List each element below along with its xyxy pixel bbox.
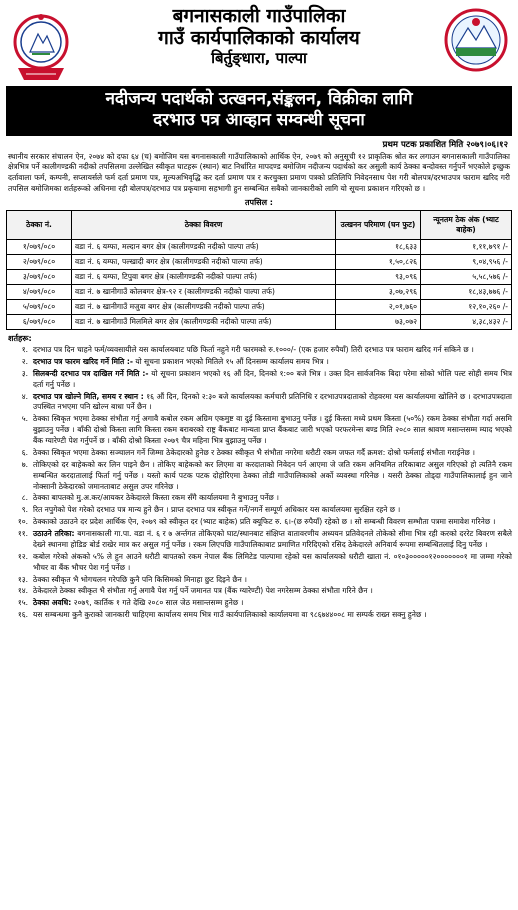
condition-number: ११. bbox=[17, 529, 28, 538]
condition-number: ७. bbox=[21, 459, 28, 469]
condition-number: १०. bbox=[17, 517, 28, 527]
condition-text: रित नपुगेको पेश गरेको दरभाउ पत्र मान्य हुने छैन । प्राप्त दरभाउ पत्र स्वीकृत गर्ने/नगर्ने सम्पूर्ण अधिकार यस कार्यालयमा सुरक्षित रहने छ । bbox=[33, 505, 401, 515]
table-header-row bbox=[7, 211, 512, 240]
cell-contract-no: ५/०७९/०८० bbox=[7, 300, 72, 315]
condition-number: ४. bbox=[21, 391, 28, 401]
table-row bbox=[7, 285, 512, 300]
condition-number: ८. bbox=[21, 493, 28, 503]
cell-quantity: ७३,०७२ bbox=[336, 315, 421, 330]
cell-min-amount: ५,५८,५७६ /- bbox=[421, 270, 512, 285]
list-item bbox=[6, 505, 512, 516]
list-item bbox=[6, 529, 512, 551]
cell-contract-no: २/०७९/०८० bbox=[7, 255, 72, 270]
col-header-description: ठेक्का विवरण bbox=[72, 211, 336, 240]
condition-text: ठेक्काको उठाउने दर प्रदेश आर्थिक ऐन, २०७९ को स्वीकृत दर (भ्याट बाहेक) प्रति क्यूफिट रु. ६।-(छ रुपैयाँ) रहेको छ । सो सम्बन्धी विवरण सम्भौता पत्रमा समावेश गरिनेछ । bbox=[33, 517, 496, 527]
condition-text: कबोल गरेको अंकको ५% ले हुन आउने धरौटी बापतको रकम नेपाल बैंक लिमिटेड पाल्पामा रहेको यस कार्यालयको धरौटी खाता नं. ०१०३०००००१२०००००००१ मा जम्मा गरेको भौचर वा बैंक भौचर पेश गर्नु पर्नेछ । bbox=[33, 551, 512, 572]
cell-contract-no: ३/०७९/०८० bbox=[7, 270, 72, 285]
cell-quantity: १८,६३३ bbox=[336, 240, 421, 255]
condition-text: तोकिएको दर बाहेकको कर लिन पाइने छैन । तोकिए बाहेकको कर लिएमा वा करदाताको निवेदन पर्न आएमा जे जति रकम अनियमित तरिकाबाट असुल गरिएको हो त्यतिनै रकम सम्बन्धित करदातालाई फिर्ता गर्नु पर्नेछ । यस्तो कार्य पटक पटक दोहोरिएमा ठेक्का तोडी गाउँपालिकाको अर्को व्यवस्था गरिनेछ । यसरी ठेक्का तोड्दा गाउँपालिकालाई हुन जाने नोक्सानी ठेकेदारको जमानताबाट असुल उपर गरिनेछ । bbox=[33, 459, 512, 491]
condition-number: ३. bbox=[21, 368, 28, 378]
contract-table bbox=[6, 210, 512, 330]
letterhead bbox=[6, 6, 512, 86]
cell-quantity: ३,०७,२९६ bbox=[336, 285, 421, 300]
condition-number: १६. bbox=[17, 610, 28, 620]
list-item bbox=[6, 552, 512, 574]
condition-text: ठेक्का अवधि: २०७९, कार्तिक १ गते देखि २०८० साल जेठ मसान्तसम्म हुनेछ । bbox=[33, 598, 244, 608]
list-item bbox=[6, 586, 512, 597]
notice-title-banner bbox=[6, 86, 512, 136]
cell-description: वडा नं. ६ यम्फा, मल्दान बगर क्षेत्र (कालीगण्डकी नदीको पाल्पा तर्फ) bbox=[72, 240, 336, 255]
list-item bbox=[6, 575, 512, 586]
municipality-logo-icon bbox=[444, 8, 508, 72]
condition-number: ९. bbox=[21, 505, 28, 515]
table-row bbox=[7, 240, 512, 255]
municipality-name: बगनासकाली गाउँपालिका bbox=[172, 5, 346, 27]
list-item bbox=[6, 493, 512, 504]
conditions-heading: शर्तहरू: bbox=[8, 334, 32, 343]
condition-number: ५. bbox=[21, 414, 28, 424]
condition-text: दरभाउ पत्र खोल्ने मिति, समय र स्थान : १६ औं दिन, दिनको २:३० बजे कार्यालयका कर्मचारी प्रतिनिधि र दरभाउपत्रदाताको रोहवरमा यस कार्यालयमा खोलिने छ । दरभाउपत्रदाता उपस्थित नभएमा पनि खोल्न बाधा पर्ने छैन । bbox=[33, 391, 512, 412]
list-item bbox=[6, 357, 512, 368]
condition-text: ठेकेदारले ठेक्का स्वीकृत भै संभौता गर्नु अगावै पेश गर्नु पर्ने जमानत पत्र (बैंक ग्यारेण्टी) पेश नगरेसम्म ठेक्का संभौता गरिने छैन । bbox=[33, 586, 373, 596]
condition-text: यस सम्बन्धमा कुनै कुराको जानकारी चाहिएमा कार्यालय समय भित्र गाउँ कार्यपालिकाको कार्यालयमा वा ९८६७४४००८ मा सम्पर्क राख्न सक्नु हुनेछ । bbox=[33, 610, 427, 620]
list-item bbox=[6, 460, 512, 493]
list-item bbox=[6, 610, 512, 621]
condition-text: ठेक्का स्वीकृत भै भोगचलन गरेपछि कुनै पनि किसिमको मिनाहा छुट दिइने छैन । bbox=[33, 574, 248, 584]
list-item bbox=[6, 414, 512, 447]
table-row bbox=[7, 300, 512, 315]
cell-quantity: १,५०,८२६ bbox=[336, 255, 421, 270]
cell-min-amount: ४,३८,४३२ /- bbox=[421, 315, 512, 330]
list-item bbox=[6, 517, 512, 528]
table-row bbox=[7, 270, 512, 285]
cell-quantity: ९३,०९६ bbox=[336, 270, 421, 285]
cell-description: वडा नं. ६ यम्फा, पल्खादी बगर क्षेत्र (कालीगण्डकी नदीको पाल्पा तर्फ) bbox=[72, 255, 336, 270]
condition-text: दरभाउ पत्र फारम खरिद गर्ने मिति :- यो सूचना प्रकाशन भएको मितिले १५ औं दिनसम्म कार्यालय समय भित्र । bbox=[33, 356, 329, 366]
cell-min-amount: १,११,७९१ /- bbox=[421, 240, 512, 255]
list-item bbox=[6, 598, 512, 609]
cell-description: वडा नं. ७ खानीगाउँ मजुवा बगर क्षेत्र (कालीगण्डकी नदीको पाल्पा तर्फ) bbox=[72, 300, 336, 315]
table-caption: तपसिल : bbox=[245, 198, 273, 207]
condition-text: ठेक्का बापतको मु.अ.कर/आयकर ठेकेदारले किस्ता रकम सँगै कार्यालयमा नै बुभाउनु पर्नेछ । bbox=[33, 493, 279, 503]
col-header-quantity: उत्खनन परिमाण (घन फुट) bbox=[336, 211, 421, 240]
list-item bbox=[6, 392, 512, 414]
list-item bbox=[6, 369, 512, 391]
condition-number: १५. bbox=[17, 598, 28, 608]
list-item bbox=[6, 345, 512, 356]
cell-min-amount: १२,१०,२६० /- bbox=[421, 300, 512, 315]
cell-contract-no: ४/०७९/०८० bbox=[7, 285, 72, 300]
col-header-contract-no: ठेक्का नं. bbox=[7, 211, 72, 240]
office-name: गाउँ कार्यपालिकाको कार्यालय bbox=[158, 26, 360, 49]
condition-number: २. bbox=[21, 356, 28, 366]
cell-min-amount: ९,०४,९५६ /- bbox=[421, 255, 512, 270]
condition-text: दरभाउ पत्र दिन चाहने फर्म/व्यवसायीले यस कार्यालयबाट पछि फिर्ता नहुने गरी फारमको रु.१०००/- (एक हजार रुपैयाँ) तिरी दरभाउ पत्र फाराम खरिद गर्न सकिने छ । bbox=[33, 345, 474, 354]
office-address: बिर्तुङ्धारा, पाल्पा bbox=[211, 48, 307, 67]
condition-text: सिलबन्दी दरभाउ पत्र दाखिल गर्ने मिति :- यो सूचना प्रकाशन भएको १६ औं दिन, दिनको १:०० बजे भित्र । उक्त दिन सार्वजनिक बिदा परेमा सोको भोलि पल्ट सोही समय भित्र दर्ता गर्नु पर्नेछ । bbox=[33, 368, 512, 389]
table-row bbox=[7, 315, 512, 330]
cell-quantity: २,०१,७६० bbox=[336, 300, 421, 315]
intro-paragraph: स्थानीय सरकार संचालन ऐन, २०७४ को दफा ६४ (च) बमोजिम यस बगनासकाली गाउँपालिकाको आर्थिक ऐन, २०७९ को अनुसूची १२ प्राकृतिक श्रोत कर लगाउन बगनासकाली गाउँपालिका क्षेत्रभित्र पर्ने कालीगण्डकी नदीको तपसिलमा उल्लेखित स्वीकृत घाटहरू (स्थान) बाट निर्धारित मापदण्ड बमोजिम नदीजन्य पदार्थको कर असुली कार्य ठेक्का बन्दोवस्त गर्नुपर्ने भएकोले इच्छुक दर्तावाला फर्म, कम्पनी, सप्लायर्सले फर्म दर्ता प्रमाण पत्र, मूल्यअभिवृद्धि कर दर्ता प्रमाण पत्र र करचुक्ता प्रमाण पत्रको प्रतिलिपि निवेदनसाथ पेश गरी बोलपत्र/दरभाउपत्र फाराम खरिद गरी तपसिल बमोजिमका शर्तहरूको अधिनमा रही बोलपत्र/दरभाउ पत्र प्रकृयामा सहभागी हुन सम्बन्धित सबैको जानकारीको लागि यो सूचना प्रकाशन गरिएको छ । bbox=[8, 151, 510, 194]
col-header-min-amount: न्यूनतम ठेक अंक (भ्याट बाहेक) bbox=[421, 211, 512, 240]
condition-text: उठाउने तरिका: बगनासकाली गा.पा. वडा नं. ६ र ७ अर्न्तगत तोकिएको घाट/स्थानबाट संक्षिप्त वातावरणीय अध्ययन प्रतिवेदनले तोकेको सीमा भित्र रही करको दररेट बिवरण सबैले देख्ने स्थानमा होडिङ बोर्ड राखेर मात्र कर असुल गर्नु पर्नेछ । रकम लिएपछि गाउँपालिकाबाट प्रमाणित गरिदिएको रसिद ठेकेदारले अनिवार्य रूपमा सम्बन्धितलाई दिनु पर्नेछ । bbox=[33, 529, 512, 549]
cell-min-amount: १८,४३,७७६ /- bbox=[421, 285, 512, 300]
cell-description: वडा नं. ७ खानीगाउँ मिलमिले बगर क्षेत्र (कालीगण्डकी नदीको पाल्पा तर्फ) bbox=[72, 315, 336, 330]
table-row bbox=[7, 255, 512, 270]
cell-description: वडा नं. ७ खानीगाउँ कोलबगर क्षेत्र-९२ र (कालीगण्डकी नदीको पाल्पा तर्फ) bbox=[72, 285, 336, 300]
cell-contract-no: १/०७९/०८० bbox=[7, 240, 72, 255]
condition-number: ६. bbox=[21, 447, 28, 457]
condition-number: १४. bbox=[17, 586, 28, 596]
list-item bbox=[6, 448, 512, 459]
cell-contract-no: ६/०७९/०८० bbox=[7, 315, 72, 330]
notice-title-line1: नदीजन्य पदार्थको उत्खनन,संङ्कलन, विक्रीका लागि bbox=[105, 89, 413, 109]
condition-text: ठेक्का स्विकृत भएमा ठेक्का सञ्चालन गर्ने जिम्मा ठेकेदारको हुनेछ र ठेक्का स्वीकृत भै संभौता नगरेमा धरौटी रकम जफत गर्दै क्रमश: दोश्रो फर्मलाई संभौता गराईनेछ । bbox=[33, 447, 476, 457]
notice-title-line2: दरभाउ पत्र आव्हान सम्वन्धी सूचना bbox=[153, 110, 365, 131]
condition-number: १२. bbox=[17, 551, 28, 561]
condition-number: १३. bbox=[17, 574, 28, 584]
publish-date: प्रथम पटक प्रकाशित मिति २०७९।०६।१२ bbox=[382, 139, 508, 150]
nepal-government-emblem-icon bbox=[12, 8, 70, 84]
cell-description: वडा नं. ६ यम्फा, टिपुवा बगर क्षेत्र (कालीगण्डकी नदीको पाल्पा तर्फ) bbox=[72, 270, 336, 285]
condition-number: १. bbox=[21, 345, 28, 354]
conditions-list bbox=[6, 345, 512, 621]
condition-text: ठेक्का स्विकृत भएमा ठेक्का संभौता गर्नु अगावै कबोल रकम अग्रिम एकमुष्ट वा दुई किस्तामा बुभाउनु पर्नेछ । दुई किस्ता मध्ये प्रथम किस्ता (५०%) रकम ठेक्का संभौता गर्दा असमि बुझाउनु पर्नेछ । बाँकी दोश्रो किस्ता लागि किस्ता रकम बराबरको राष्ट्र बैंकबाट मान्यता प्राप्त बैंकबाट जारी भएको परफरमेन्स बण्ड मिति २०८० साल श्रावण मसान्तसम्म म्याद भएको बैंक ग्यारेण्टी पेश गर्नुपर्ने छ । बाँकी दोश्रो किस्ता २०७९ चैत्र महिना भित्र बुझाउनु पर्नेछ । bbox=[33, 414, 512, 445]
